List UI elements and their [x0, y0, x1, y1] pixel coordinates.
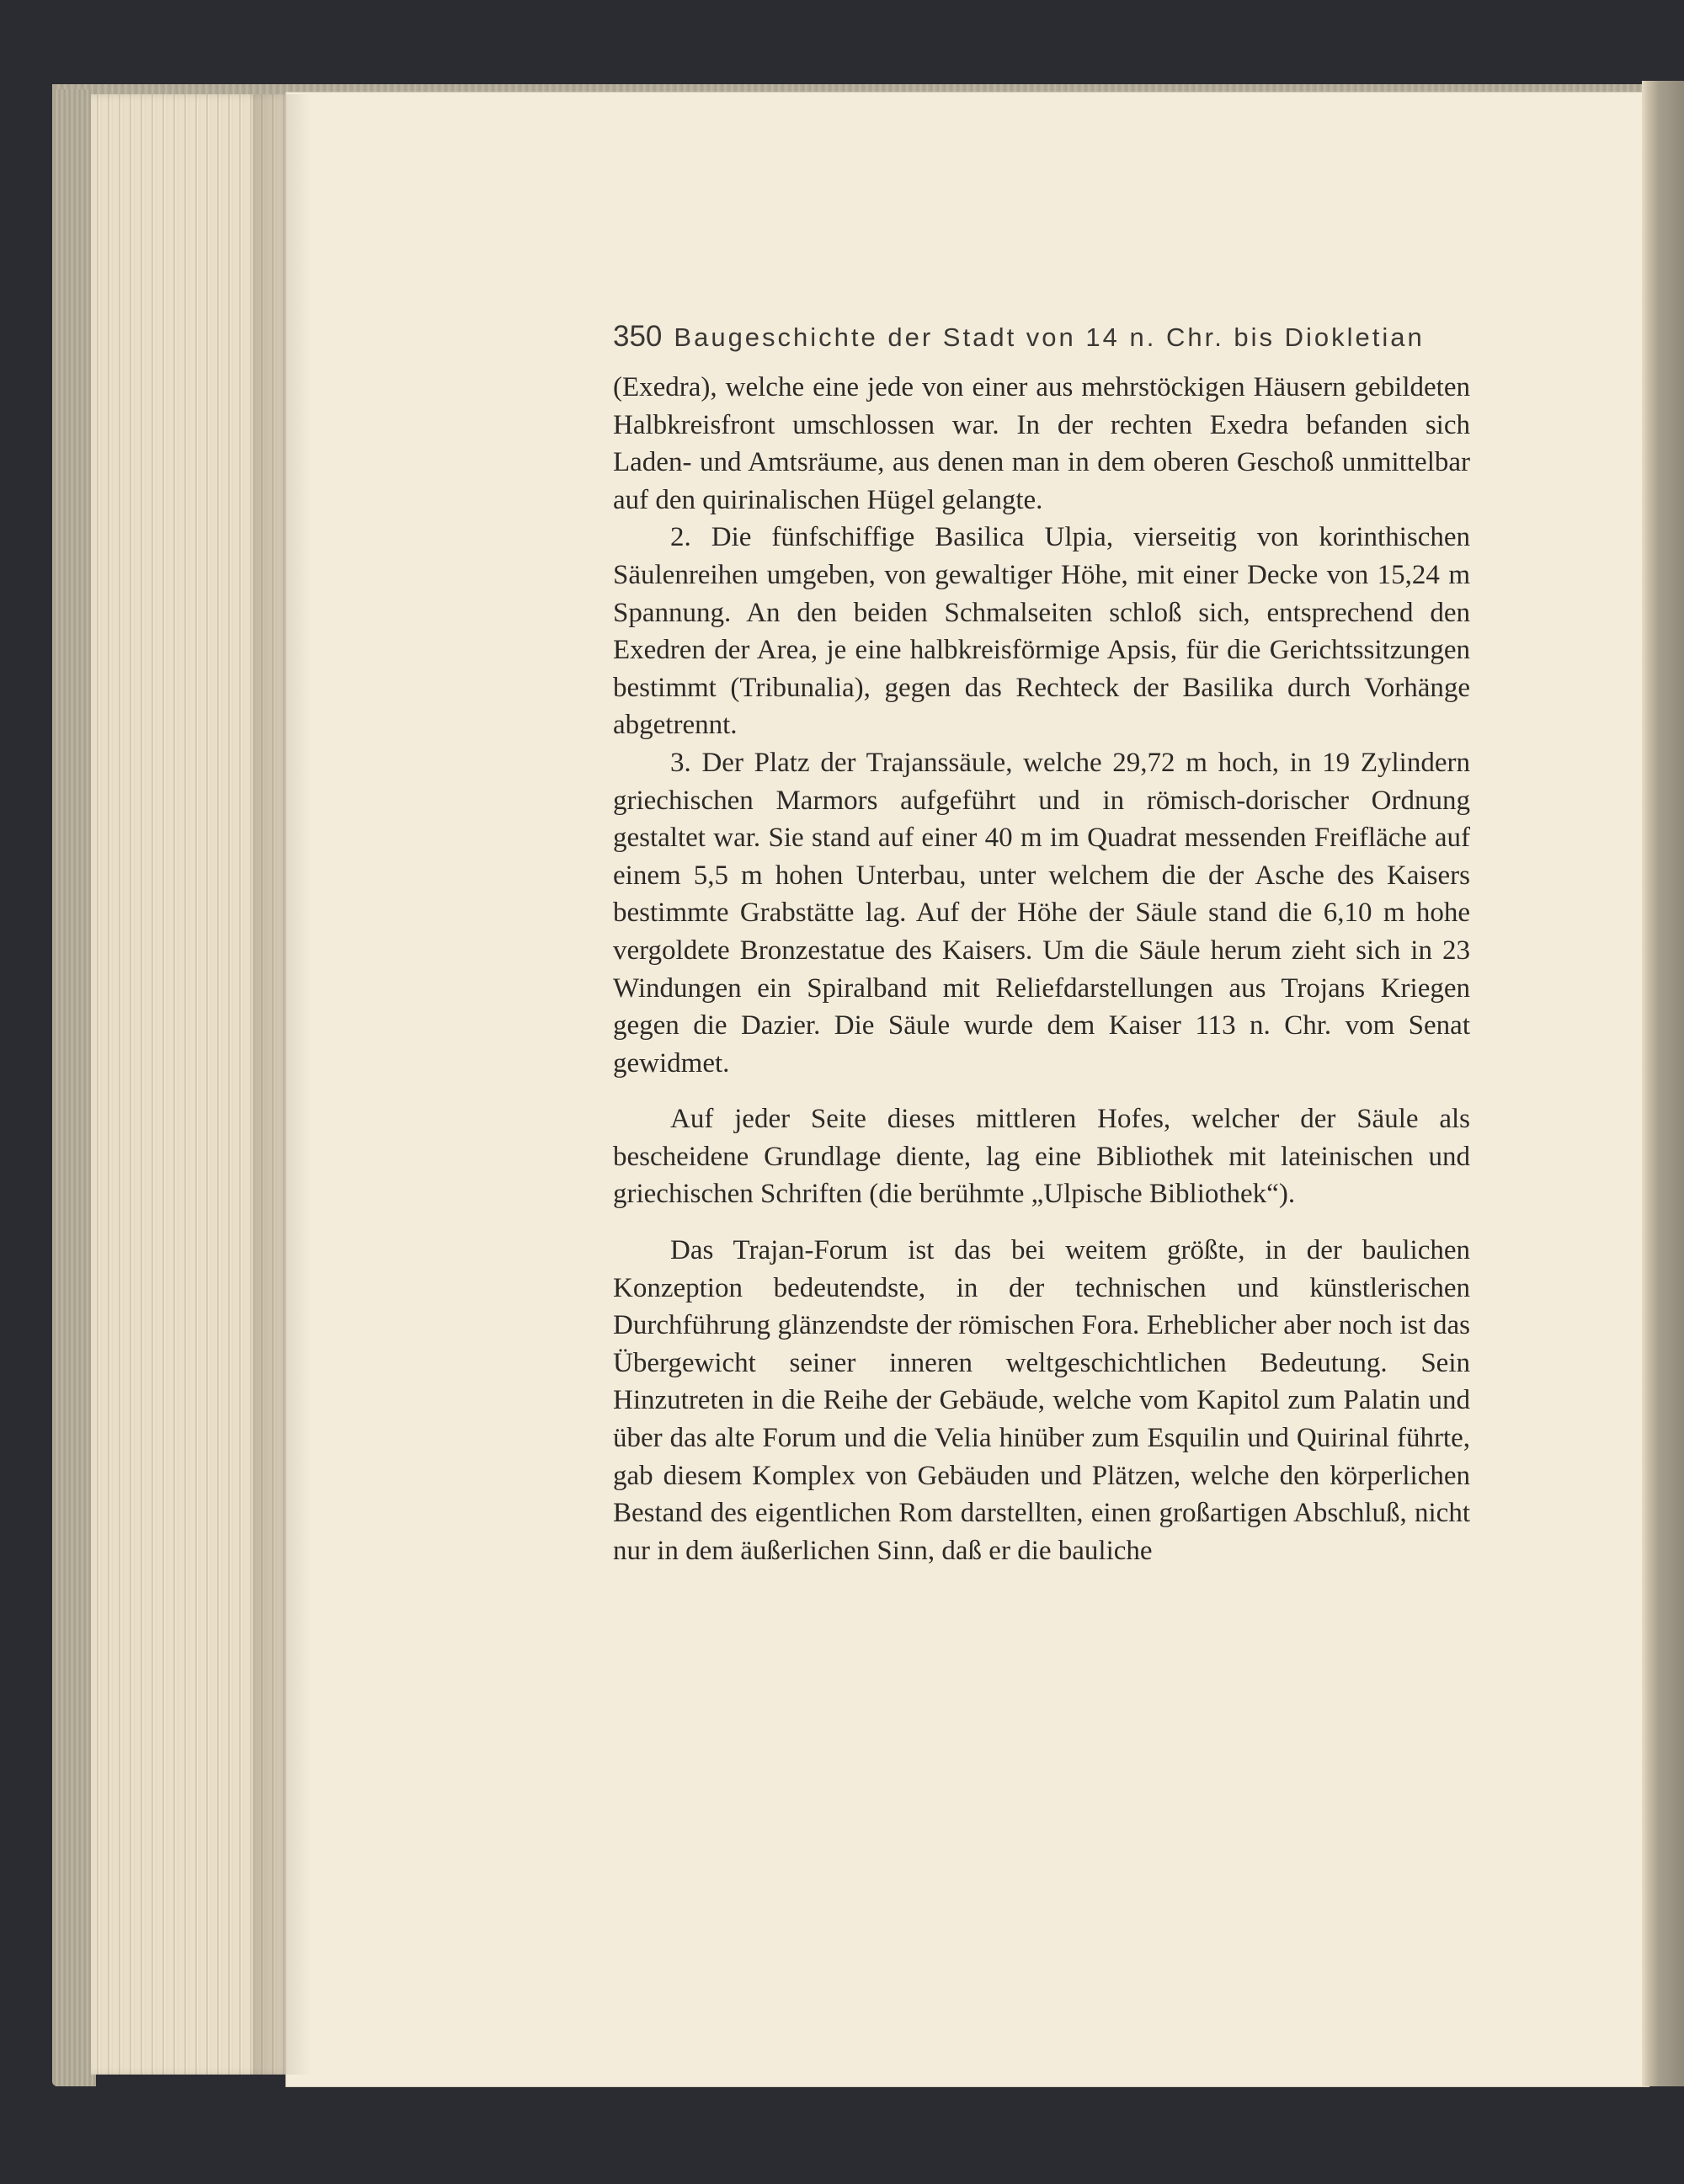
gutter-shadow [253, 94, 312, 2075]
paragraph-exedra: (Exedra), welche eine jede von einer aus mehrstöckigen Häusern gebildeten Halbkreisfront umschlossen war. In der rechten Exedra befanden sich Laden- und Amtsräume, aus denen man in dem oberen Geschoß unmittelbar auf den quirinalischen Hügel gelangte. [613, 372, 1470, 515]
page-text-block [613, 320, 1470, 1569]
paragraph-trajanssaeule: 3. Der Platz der Trajanssäule, welche 29,72 m hoch, in 19 Zylindern griechischen Marmors aufgeführt und in römisch-dorischer Ordnung gestaltet war. Sie stand auf einer 40 m im Quadrat messenden Freifläche auf einem 5,5 m hohen Unterbau, unter welchem die der Asche des Kaisers bestimmte Grabstätte lag. Auf der Höhe der Säule stand die 6,10 m hohe vergoldete Bronzestatue des Kaisers. Um die Säule herum zieht sich in 23 Windungen ein Spiralband mit Reliefdarstellungen aus Trojans Kriegen gegen die Dazier. Die Säule wurde dem Kaiser 113 n. Chr. vom Senat gewidmet. [613, 747, 1470, 1079]
running-title: Baugeschichte der Stadt von 14 n. Chr. bis Diokletian [674, 322, 1425, 352]
paragraph-bibliothek: Auf jeder Seite dieses mittleren Hofes, welcher der Säule als bescheidene Grundlage diente, lag eine Bibliothek mit lateinischen und griechischen Schriften (die berühmte „Ulpische Bibliothek“). [613, 1104, 1470, 1210]
book-cover-right [1642, 81, 1684, 2086]
running-header [613, 320, 1470, 354]
paragraph-trajan-forum: Das Trajan-Forum ist das bei weitem größte, in der baulichen Konzeption bedeutendste, in der technischen und künstlerischen Durchführung glänzendste der römischen Fora. Erheblicher aber noch ist das Übergewicht seiner inneren weltgeschichtlichen Bedeutung. Sein Hinzutreten in die Reihe der Gebäude, welche vom Kapitol zum Palatin und über das alte Forum und die Velia hinüber zum Esquilin und Quirinal führte, gab diesem Komplex von Gebäuden und Plätzen, welche den körperlichen Bestand des eigentlichen Rom darstellten, einen großartigen Abschluß, nicht nur in dem äußerlichen Sinn, daß er die bauliche [613, 1235, 1470, 1566]
book-cover-left [52, 89, 96, 2086]
page-number: 350 [613, 320, 663, 353]
paragraph-basilica-ulpia: 2. Die fünfschiffige Basilica Ulpia, vierseitig von korinthischen Säulenreihen umgeben, von gewaltiger Höhe, mit einer Decke von 15,24 m Spannung. An den beiden Schmalseiten schloß sich, entsprechend den Exedren der Area, je eine halbkreisförmige Apsis, für die Gerichtssitzungen bestimmt (Tribunalia), gegen das Rechteck der Basilika durch Vorhänge abgetrennt. [613, 522, 1470, 741]
